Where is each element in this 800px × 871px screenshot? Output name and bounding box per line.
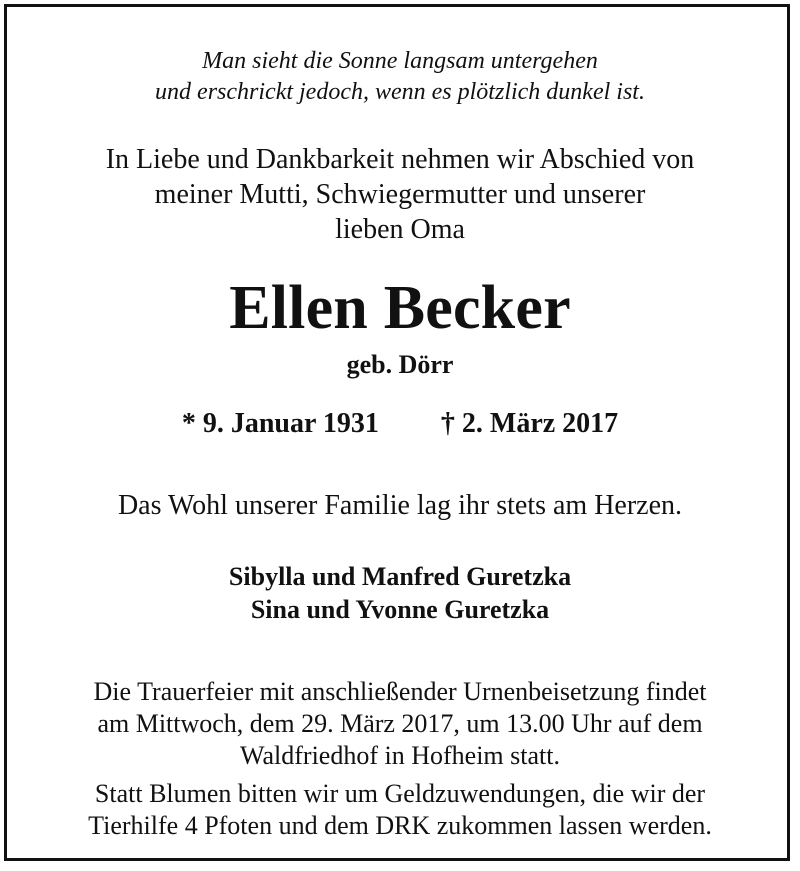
funeral-details (0, 676, 800, 772)
death-date: † 2. März 2017 (440, 408, 619, 439)
farewell-intro (0, 142, 800, 247)
birth-date: * 9. Januar 1931 (181, 408, 379, 439)
mourners-line-2: Sina und Yvonne Guretzka (250, 595, 550, 624)
donation-line-1: Statt Blumen bitten wir um Geldzuwendungen, die wir der (94, 779, 706, 808)
family-quote: Das Wohl unserer Familie lag ihr stets am Herzen. (117, 490, 683, 521)
life-dates (0, 406, 800, 442)
intro-line-1: In Liebe und Dankbarkeit nehmen wir Abschied von (105, 144, 695, 175)
funeral-line-1: Die Trauerfeier mit anschließender Urnenbeisetzung findet (93, 677, 707, 706)
intro-line-3: lieben Oma (335, 214, 465, 245)
motto-line-1: Man sieht die Sonne langsam untergehen (202, 48, 598, 74)
motto-verse (0, 46, 800, 108)
mourners (0, 560, 800, 626)
intro-line-2: meiner Mutti, Schwiegermutter und unserer (154, 179, 646, 210)
maiden-name: geb. Dörr (346, 350, 454, 379)
funeral-line-3: Waldfriedhof in Hofheim statt. (240, 741, 560, 770)
donation-line-2: Tierhilfe 4 Pfoten und dem DRK zukommen lassen werden. (88, 811, 712, 840)
deceased-name: Ellen Becker (229, 274, 571, 342)
donation-request (0, 778, 800, 842)
funeral-line-2: am Mittwoch, dem 29. März 2017, um 13.00 Uhr auf dem (97, 709, 703, 738)
motto-line-2: und erschrickt jedoch, wenn es plötzlich dunkel ist. (155, 79, 645, 105)
mourners-line-1: Sibylla und Manfred Guretzka (228, 562, 572, 591)
